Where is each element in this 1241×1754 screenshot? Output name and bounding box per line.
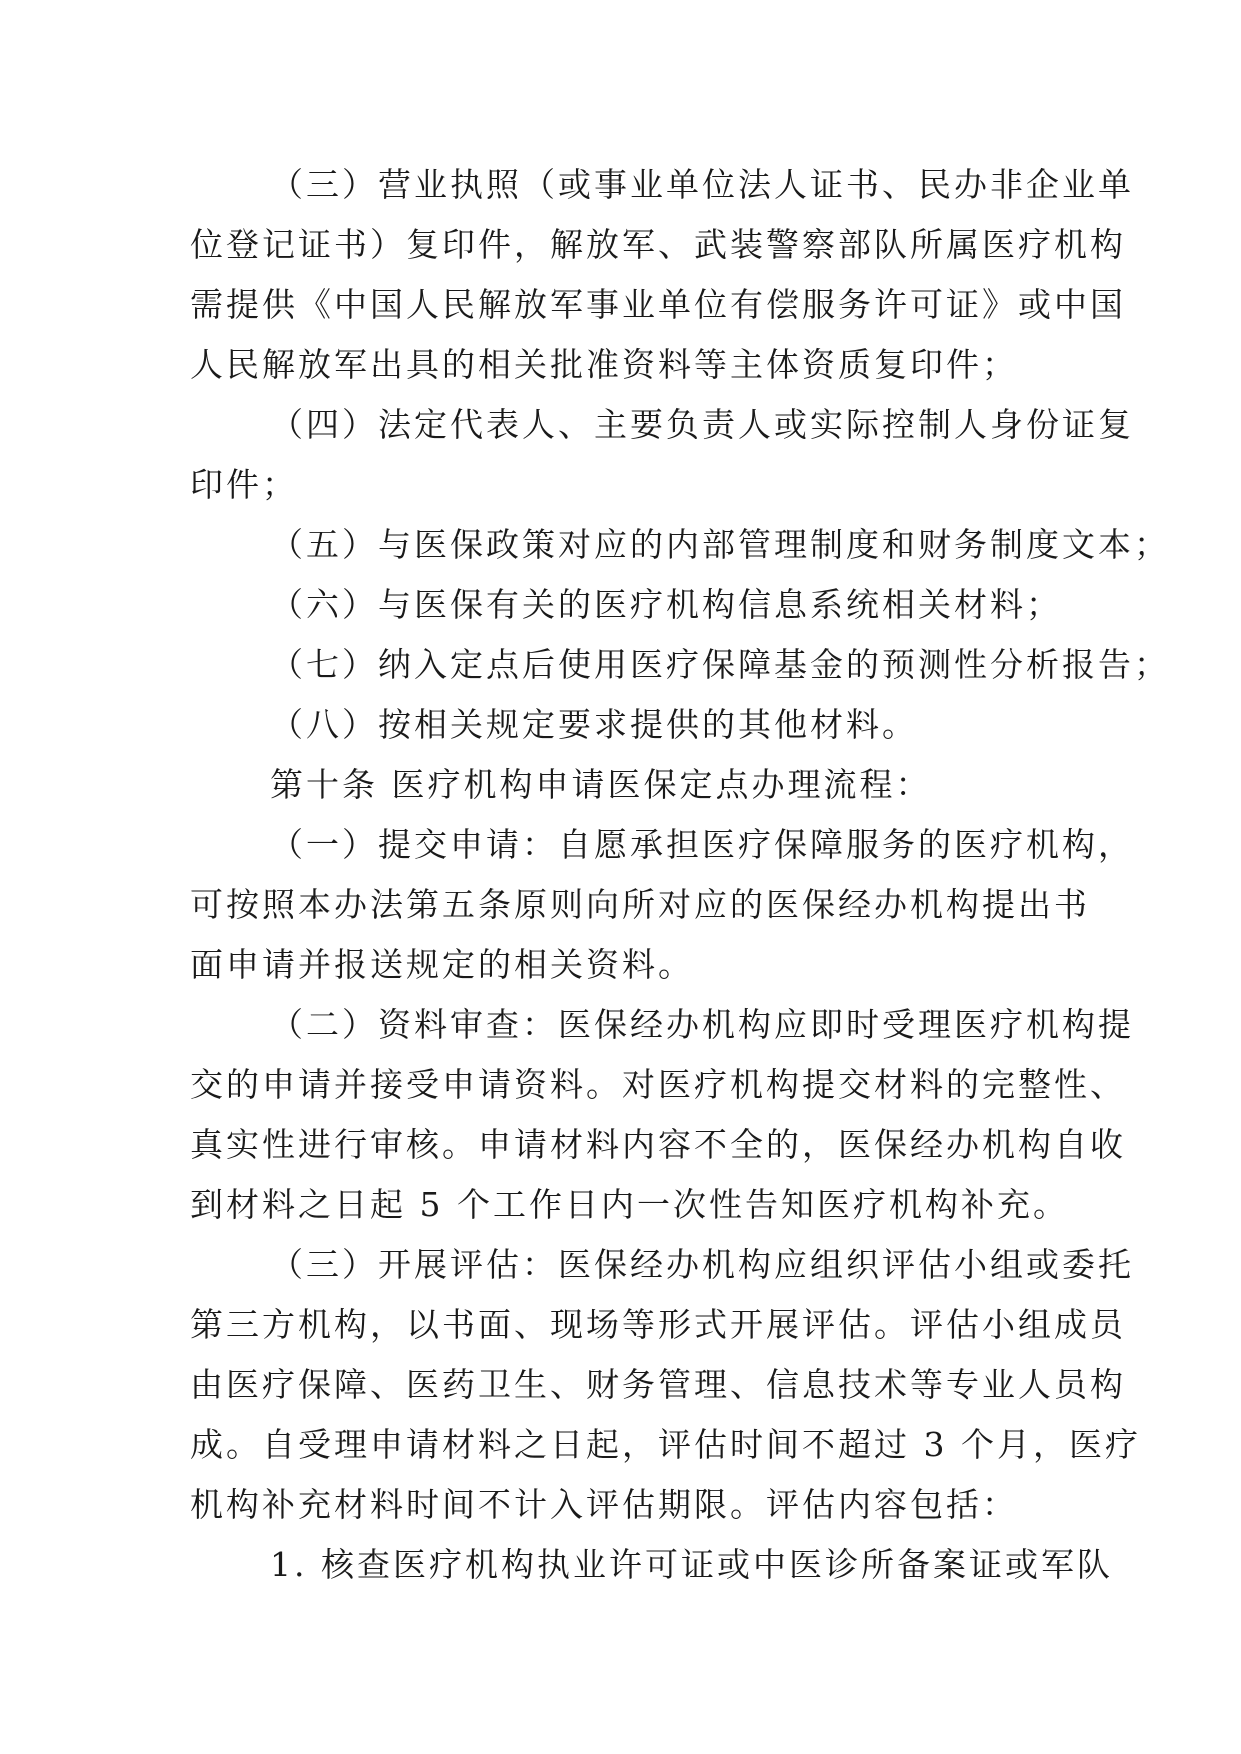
text-line: 成。自受理申请材料之日起，评估时间不超过 3 个月，医疗	[190, 1425, 1141, 1464]
article-heading: 第十条 医疗机构申请医保定点办理流程：	[270, 765, 932, 804]
text-line: 需提供《中国人民解放军事业单位有偿服务许可证》或中国	[190, 285, 1126, 324]
text-line: 交的申请并接受申请资料。对医疗机构提交材料的完整性、	[190, 1065, 1126, 1104]
text-line: （二）资料审查：医保经办机构应即时受理医疗机构提	[270, 1005, 1134, 1044]
text-line: （一）提交申请：自愿承担医疗保障服务的医疗机构，	[270, 825, 1134, 864]
text-line: 位登记证书）复印件，解放军、武装警察部队所属医疗机构	[190, 225, 1126, 264]
text-line: 人民解放军出具的相关批准资料等主体资质复印件；	[190, 345, 1018, 384]
text-line: （四）法定代表人、主要负责人或实际控制人身份证复	[270, 405, 1134, 444]
text-line: 印件；	[190, 465, 298, 504]
text-line: （三）开展评估：医保经办机构应组织评估小组或委托	[270, 1245, 1134, 1284]
document-body	[190, 155, 1170, 1595]
text-line: 到材料之日起 5 个工作日内一次性告知医疗机构补充。	[190, 1185, 1069, 1224]
text-line: （六）与医保有关的医疗机构信息系统相关材料；	[270, 585, 1062, 624]
text-line: 可按照本办法第五条原则向所对应的医保经办机构提出书	[190, 885, 1090, 924]
text-line: （五）与医保政策对应的内部管理制度和财务制度文本；	[270, 525, 1170, 564]
text-line: 由医疗保障、医药卫生、财务管理、信息技术等专业人员构	[190, 1365, 1126, 1404]
text-line: 第三方机构，以书面、现场等形式开展评估。评估小组成员	[190, 1305, 1126, 1344]
text-line: （八）按相关规定要求提供的其他材料。	[270, 705, 918, 744]
text-line: （七）纳入定点后使用医疗保障基金的预测性分析报告；	[270, 645, 1170, 684]
text-line: 面申请并报送规定的相关资料。	[190, 945, 694, 984]
text-line: 1. 核查医疗机构执业许可证或中医诊所备案证或军队	[270, 1545, 1113, 1584]
text-line: 机构补充材料时间不计入评估期限。评估内容包括：	[190, 1485, 1018, 1524]
text-line: （三）营业执照（或事业单位法人证书、民办非企业单	[270, 165, 1134, 204]
text-line: 真实性进行审核。申请材料内容不全的，医保经办机构自收	[190, 1125, 1126, 1164]
